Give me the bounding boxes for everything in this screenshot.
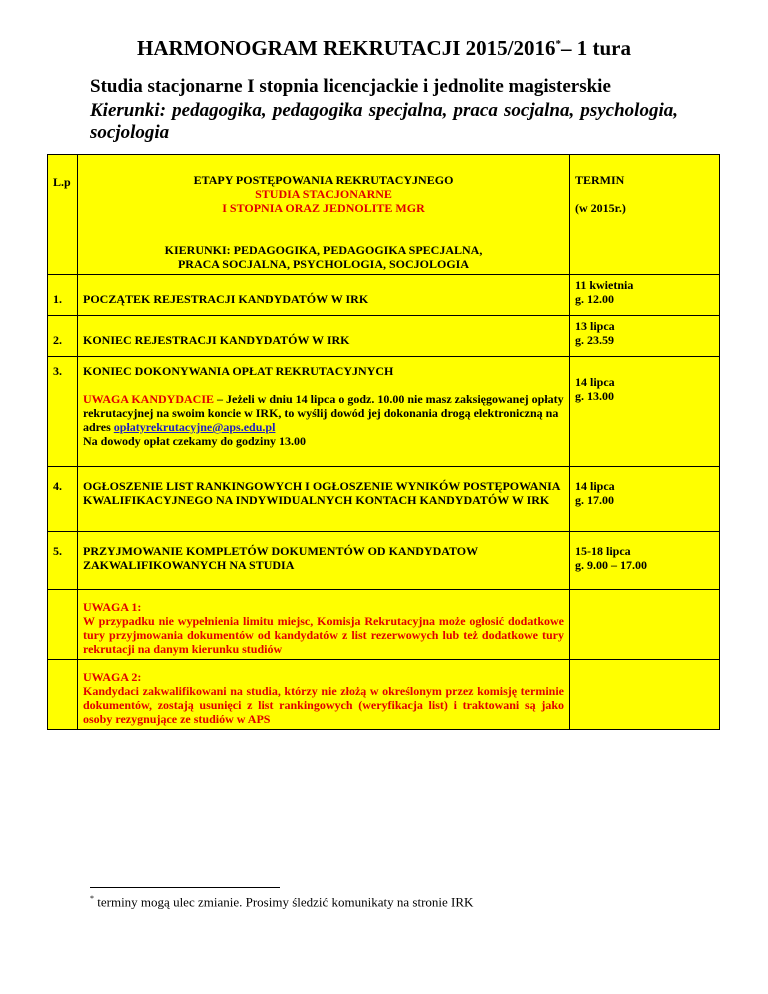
footnote-mark: * <box>555 38 561 50</box>
uwaga-2-row: UWAGA 2: Kandydaci zakwalifikowani na studia, którzy nie złożą w określonym przez komisję terminie dokumentów, zostają usunięci z list rankingowych (weryfikacja list) i traktowani są jako osoby rezygnujące ze studiów w APS <box>48 660 720 730</box>
email-link[interactable]: opłatyrekrutacyjne@aps.edu.pl <box>113 420 276 434</box>
table-header-row <box>48 155 720 275</box>
kierunki-line: Kierunki: pedagogika, pedagogika specjalna, praca socjalna, psychologia, socjologia <box>90 100 678 143</box>
page-title: HARMONOGRAM REKRUTACJI 2015/2016*– 1 tura <box>137 36 631 60</box>
header-termin: TERMIN (w 2015r.) <box>570 155 720 275</box>
uwaga-kandydacie: UWAGA KANDYDACIE <box>83 392 215 406</box>
header-lp: L.p <box>48 155 78 275</box>
footnote: * terminy mogą ulec zmianie. Prosimy śledzić komunikaty na stronie IRK <box>90 894 474 910</box>
table-row: 1. POCZĄTEK REJESTRACJI KANDYDATÓW W IRK 11 kwietnia g. 12.00 <box>48 275 720 316</box>
header-etapy: ETAPY POSTĘPOWANIA REKRUTACYJNEGO STUDIA STACJONARNE I STOPNIA ORAZ JEDNOLITE MGR KIERUNKI: PEDAGOGIKA, PEDAGOGIKA SPECJALNA, PRACA SOCJALNA, PSYCHOLOGIA, SOCJOLOGIA <box>78 155 570 275</box>
table-row: 3. KONIEC DOKONYWANIA OPŁAT REKRUTACYJNYCH UWAGA KANDYDACIE – Jeżeli w dniu 14 lipca o godz. 10.00 nie masz zaksięgowanej opłaty rekrutacyjnej na swoim koncie w IRK, to wyślij dowód jej dokonania drogą elektroniczną na adres opłatyrekrutacyjne@aps.edu.pl Na dowody opłat czekamy do godziny 13.00 14 lipca g. 13.00 <box>48 357 720 467</box>
table-row: 2. KONIEC REJESTRACJI KANDYDATÓW W IRK 13 lipca g. 23.59 <box>48 316 720 357</box>
table-row: 4. OGŁOSZENIE LIST RANKINGOWYCH I OGŁOSZENIE WYNIKÓW POSTĘPOWANIA KWALIFIKACYJNEGO NA INDYWIDUALNYCH KONTACH KANDYDATÓW W IRK 14 lipca g. 17.00 <box>48 467 720 532</box>
uwaga-1-row: UWAGA 1: W przypadku nie wypełnienia limitu miejsc, Komisja Rekrutacyjna może ogłosić dodatkowe tury przyjmowania dokumentów od kandydatów z list rezerwowych lub też dodatkowe tury rekrutacji na danym kierunku studiów <box>48 590 720 660</box>
table-row: 5. PRZYJMOWANIE KOMPLETÓW DOKUMENTÓW OD KANDYDATOW ZAKWALIFIKOWANYCH NA STUDIA 15-18 lipca g. 9.00 – 17.00 <box>48 532 720 590</box>
subtitle: Studia stacjonarne I stopnia licencjackie i jednolite magisterskie <box>90 76 611 97</box>
schedule-table <box>47 154 720 730</box>
footnote-divider <box>90 887 280 888</box>
